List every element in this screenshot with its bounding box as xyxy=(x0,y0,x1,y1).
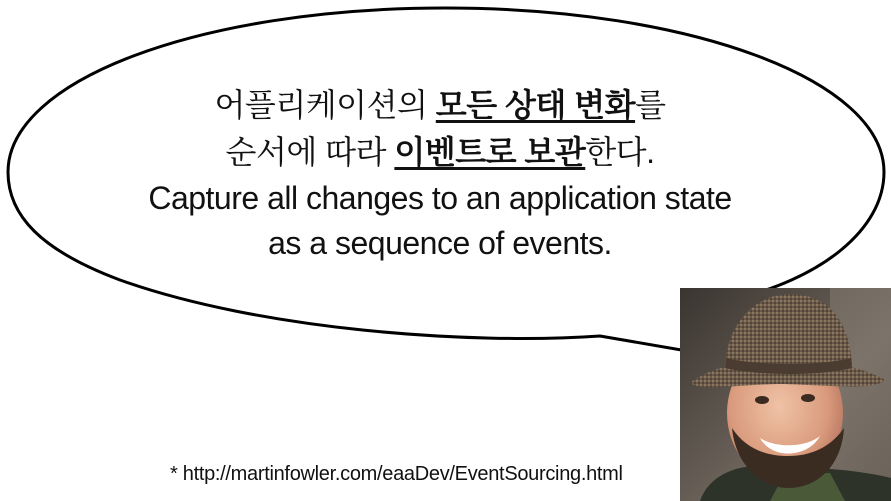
portrait-photo xyxy=(680,288,891,501)
portrait-illustration xyxy=(680,288,891,501)
highlight-all-state-changes: 모든 상태 변화 xyxy=(435,87,636,123)
quote-korean-line-1: 어플리케이션의 모든 상태 변화를 xyxy=(214,87,666,123)
highlight-store-as-events: 이벤트로 보관 xyxy=(394,134,586,170)
quote-korean-line-2: 순서에 따라 이벤트로 보관한다. xyxy=(225,134,655,170)
quote-english-line-1: Capture all changes to an application state xyxy=(148,180,732,216)
quote-english-line-2: as a sequence of events. xyxy=(268,225,612,261)
source-footnote: * http://martinfowler.com/eaaDev/EventSourcing.html xyxy=(170,463,623,485)
